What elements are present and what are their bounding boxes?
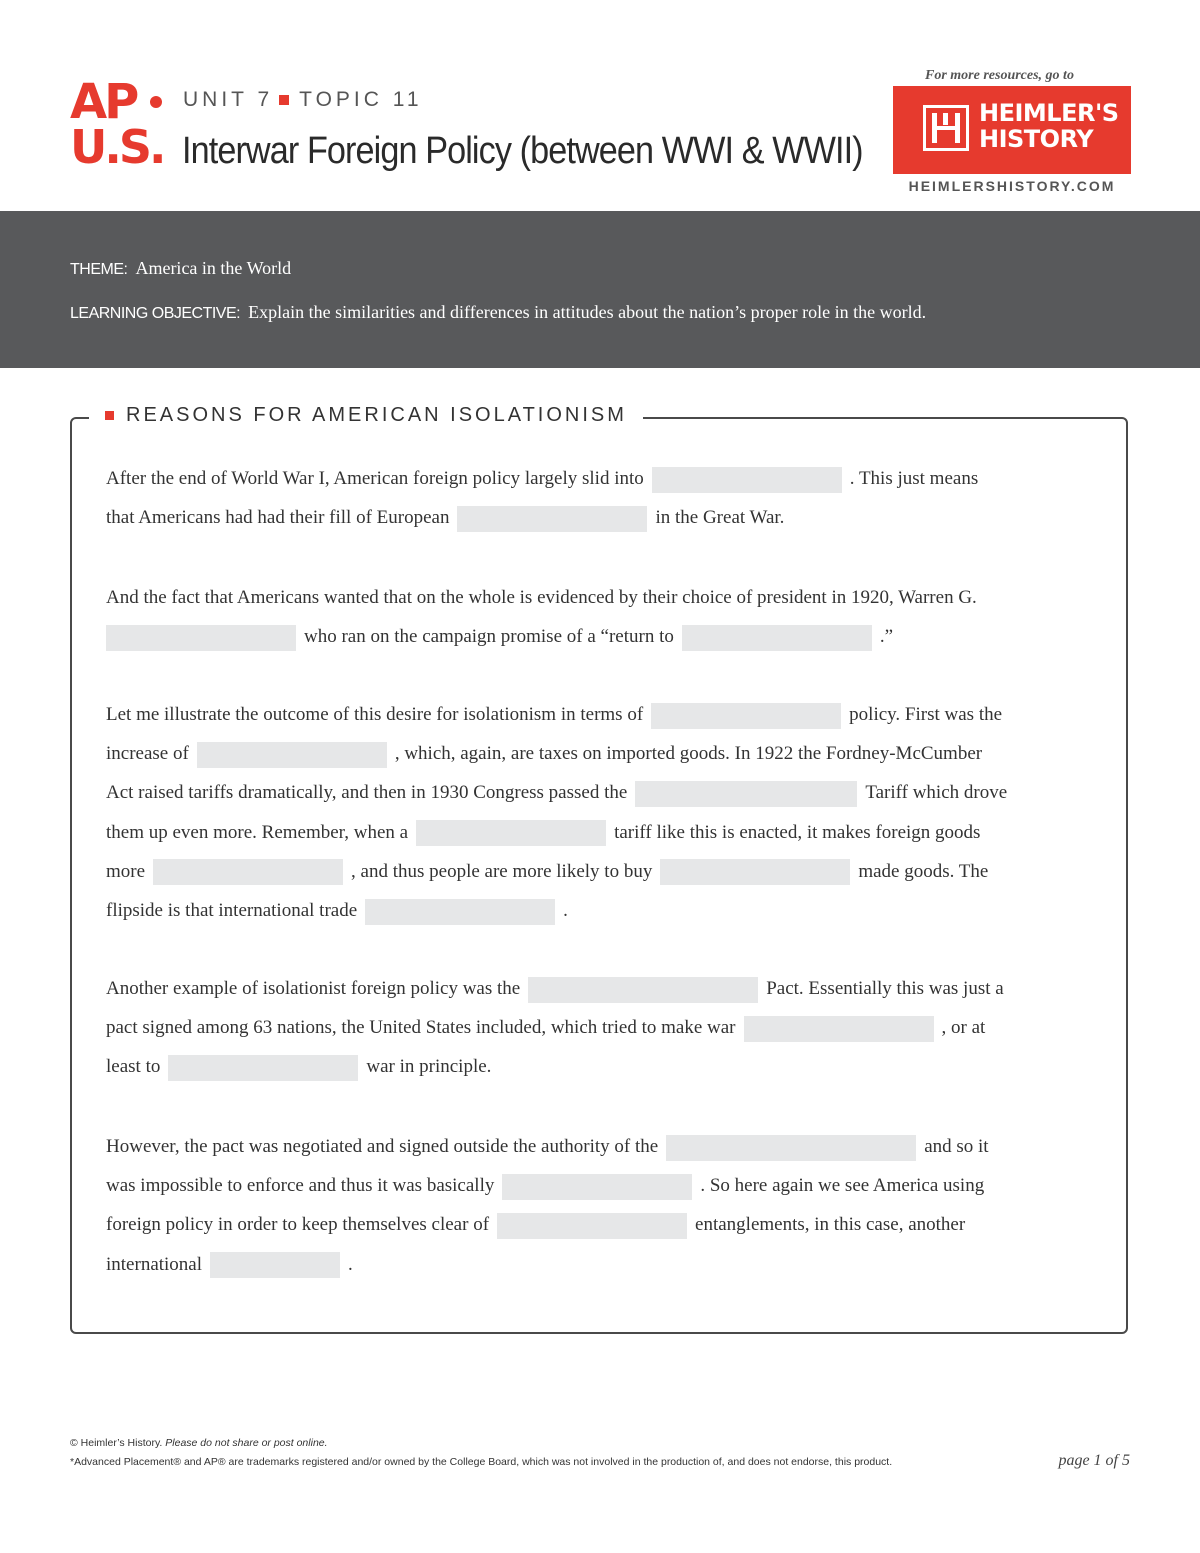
text: And the fact that Americans wanted that on the whole is evidenced by their choice of president in 1920, Warren G. — [106, 587, 977, 608]
text: Let me illustrate the outcome of this desire for isolationism in terms of — [106, 704, 644, 725]
fill-in-blank[interactable] — [497, 1213, 687, 1239]
fill-in-blank[interactable] — [416, 820, 606, 846]
fill-in-blank[interactable] — [153, 859, 343, 885]
text-line — [106, 617, 977, 656]
text: that Americans had had their fill of European — [106, 507, 450, 529]
text: Another example of isolationist foreign policy was the — [106, 978, 521, 999]
text-line — [106, 459, 978, 498]
paragraph-1 — [106, 459, 978, 537]
section-heading — [89, 404, 643, 427]
text-line — [106, 1008, 1004, 1047]
unit-topic-line — [183, 88, 423, 112]
text-line — [106, 1047, 1004, 1086]
text: After the end of World War I, American foreign policy largely slid into — [106, 468, 644, 489]
text-line — [106, 813, 1007, 852]
text: . — [563, 899, 568, 921]
fill-in-blank[interactable] — [528, 977, 758, 1003]
text-line — [106, 852, 1007, 891]
text: in the Great War. — [655, 507, 785, 529]
text: . So here again we see America using — [700, 1175, 985, 1197]
resources-note: For more resources, go to — [925, 68, 1074, 83]
text: Tariff which drove — [865, 782, 1008, 804]
text: entanglements, in this case, another — [695, 1214, 966, 1236]
text: increase of — [106, 743, 189, 765]
objective-value: Explain the similarities and differences in attitudes about the nation’s proper role in the world. — [248, 302, 927, 322]
fill-in-blank[interactable] — [635, 781, 857, 807]
text: war in principle. — [366, 1056, 492, 1078]
text-line — [106, 498, 978, 537]
fill-in-blank[interactable] — [502, 1174, 692, 1200]
text: pact signed among 63 nations, the United States included, which tried to make war — [106, 1017, 736, 1039]
share-notice: Please do not share or post online. — [165, 1437, 328, 1449]
fill-in-blank[interactable] — [365, 899, 555, 925]
theme-value: America in the World — [135, 258, 292, 278]
hh-monogram-icon — [923, 105, 969, 151]
text: policy. First was the — [849, 704, 1003, 725]
red-square-bullet — [279, 95, 289, 105]
page-number: page 1 of 5 — [1058, 1452, 1130, 1469]
unit-label: UNIT 7 — [183, 88, 274, 111]
logo-dot — [150, 96, 162, 108]
text: them up even more. Remember, when a — [106, 821, 409, 843]
text: , which, again, are taxes on imported goods. In 1922 the Fordney-McCumber — [394, 743, 983, 765]
text: Act raised tariffs dramatically, and then in 1930 Congress passed the — [106, 782, 628, 804]
text-line — [106, 1166, 989, 1205]
theme-label: THEME: — [70, 261, 128, 278]
text: least to — [106, 1056, 161, 1078]
text-line — [106, 1205, 989, 1244]
objective-row — [70, 302, 926, 323]
fill-in-blank[interactable] — [106, 625, 296, 651]
paragraph-3 — [106, 695, 1007, 930]
text: and so it — [924, 1136, 989, 1157]
fill-in-blank[interactable] — [682, 625, 872, 651]
text: flipside is that international trade — [106, 899, 358, 921]
text-line — [106, 773, 1007, 812]
logo-us: U.S. — [70, 120, 164, 174]
objective-label: LEARNING OBJECTIVE: — [70, 305, 241, 322]
ap-us-logo — [70, 74, 170, 178]
text: , and thus people are more likely to buy — [351, 860, 653, 882]
fill-in-blank[interactable] — [651, 703, 841, 729]
page-title: Interwar Foreign Policy (between WWI & WWII) — [182, 130, 863, 172]
text-line — [106, 578, 977, 617]
brand-url[interactable]: HEIMLERSHISTORY.COM — [908, 178, 1116, 194]
trademark-line: *Advanced Placement® and AP® are trademarks registered and/or owned by the College Board, which was not involved in the production of, and does not endorse, this product. — [70, 1456, 893, 1468]
text: , or at — [941, 1017, 986, 1039]
paragraph-4 — [106, 969, 1004, 1087]
fill-in-blank[interactable] — [210, 1252, 340, 1278]
fill-in-blank[interactable] — [652, 467, 842, 493]
text: . This just means — [849, 468, 979, 489]
text: . — [348, 1253, 353, 1275]
copyright-text: © Heimler’s History. — [70, 1437, 163, 1449]
text: who ran on the campaign promise of a “return to — [304, 626, 674, 648]
text-line — [106, 969, 1004, 1008]
text-line — [106, 734, 1007, 773]
fill-in-blank[interactable] — [660, 859, 850, 885]
text: Pact. Essentially this was just a — [766, 978, 1004, 999]
text: made goods. The — [858, 860, 989, 882]
text: However, the pact was negotiated and signed outside the authority of the — [106, 1136, 659, 1157]
fill-in-blank[interactable] — [168, 1055, 358, 1081]
text: was impossible to enforce and thus it was basically — [106, 1175, 495, 1197]
text: .” — [879, 626, 894, 648]
copyright-line — [70, 1437, 328, 1449]
text-line — [106, 891, 1007, 930]
fill-in-blank[interactable] — [666, 1135, 916, 1161]
brand-name — [979, 100, 1119, 152]
fill-in-blank[interactable] — [744, 1016, 934, 1042]
section-heading-text: REASONS FOR AMERICAN ISOLATIONISM — [126, 404, 627, 426]
text: more — [106, 860, 146, 882]
text: international — [106, 1253, 203, 1275]
text-line — [106, 695, 1007, 734]
theme-band — [0, 211, 1200, 368]
fill-in-blank[interactable] — [197, 742, 387, 768]
text: foreign policy in order to keep themselves clear of — [106, 1214, 490, 1236]
heimlers-history-logo[interactable] — [893, 86, 1131, 174]
logo-ap: AP — [70, 74, 137, 130]
paragraph-2 — [106, 578, 977, 656]
brand-line-1: HEIMLER'S — [979, 99, 1119, 127]
topic-label: TOPIC 11 — [299, 88, 423, 111]
red-square-bullet — [105, 411, 114, 420]
text-line — [106, 1245, 989, 1284]
fill-in-blank[interactable] — [457, 506, 647, 532]
text: tariff like this is enacted, it makes foreign goods — [614, 821, 981, 843]
theme-row — [70, 258, 291, 279]
brand-line-2: HISTORY — [979, 125, 1094, 153]
text-line — [106, 1127, 989, 1166]
paragraph-5 — [106, 1127, 989, 1284]
